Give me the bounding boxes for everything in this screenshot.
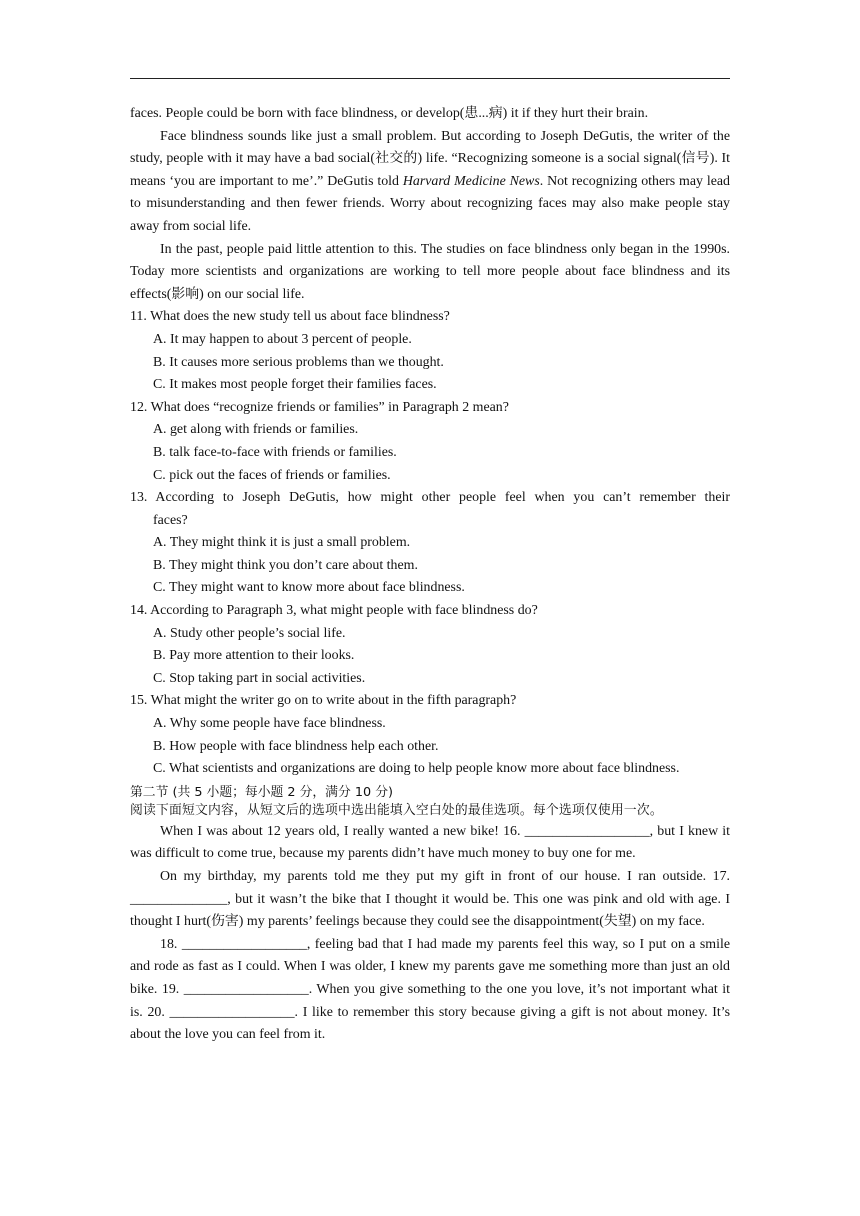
question-13 <box>130 487 730 600</box>
option-b: B. It causes more serious problems than we thought. <box>153 354 444 370</box>
option-b: B. Pay more attention to their looks. <box>153 648 355 664</box>
question-stem: 13. According to Joseph DeGutis, how might other people feel when you can’t remember their <box>130 490 730 506</box>
story-paragraph-3: 18. __________________, feeling bad that I had made my parents feel this way, so I put on a smile and rode as fast as I could. When I was older, I knew my parents gave me something more than just an old bike. 19. __________________. When you give something to the one you love, it’s not important what it is. 20. __________________. I like to remember this story because giving a gift is not about money. It’s about the love you can feel from it. <box>130 936 730 1043</box>
header-rule <box>130 78 730 79</box>
question-15 <box>130 690 730 780</box>
option-a: A. It may happen to about 3 percent of people. <box>153 331 412 347</box>
passage-text: . Not recognizing others may lead to misunderstanding and then fewer friends. Worry about recognizing faces may also make people stay away from social life. <box>130 173 730 234</box>
option-a: A. get along with friends or families. <box>153 422 359 438</box>
option-c: C. What scientists and organizations are doing to help people know more about face blindness. <box>153 761 680 777</box>
option-a: A. Why some people have face blindness. <box>153 716 386 732</box>
option-a: A. Study other people’s social life. <box>153 625 346 641</box>
option-c: C. It makes most people forget their families faces. <box>153 377 437 393</box>
option-c: C. pick out the faces of friends or families. <box>153 467 391 483</box>
story-paragraph-2: On my birthday, my parents told me they put my gift in front of our house. I ran outside. 17. ______________, but it wasn’t the bike that I thought it would be. This one was pink and old with age. I thought I hurt(伤害) my parents’ feelings because they could see the disappointment(失望) on my face. <box>130 869 730 930</box>
option-b: B. talk face-to-face with friends or families. <box>153 444 397 460</box>
section-instruction: 阅读下面短文内容，从短文后的选项中选出能填入空白处的最佳选项。每个选项仅使用一次。 <box>130 802 663 818</box>
passage-paragraph-1-end: faces. People could be born with face blindness, or develop(患...病) it if they hurt their brain. <box>130 106 649 121</box>
question-stem-continued: faces? <box>153 512 188 528</box>
question-stem: 12. What does “recognize friends or families” in Paragraph 2 mean? <box>130 399 509 415</box>
option-c: C. Stop taking part in social activities. <box>153 670 366 686</box>
option-b: B. They might think you don’t care about them. <box>153 557 418 573</box>
section-heading: 第二节 (共 5 小题；每小题 2 分，满分 10 分) <box>130 784 393 800</box>
source-title: Harvard Medicine News <box>402 173 540 189</box>
question-14 <box>130 600 730 690</box>
passage-paragraph-2 <box>130 126 730 239</box>
option-a: A. They might think it is just a small problem. <box>153 535 411 551</box>
question-11 <box>130 306 730 396</box>
question-stem: 14. According to Paragraph 3, what might people with face blindness do? <box>130 603 538 619</box>
question-stem: 11. What does the new study tell us about face blindness? <box>130 309 450 325</box>
document-page <box>130 103 730 1047</box>
passage-paragraph-3: In the past, people paid little attention to this. The studies on face blindness only began in the 1990s. Today more scientists and organizations are working to tell more people about face blindness and its effects(影响) on our social life. <box>130 241 730 302</box>
story-paragraph-1: When I was about 12 years old, I really wanted a new bike! 16. __________________, but I knew it was difficult to come true, because my parents didn’t have much money to buy one for me. <box>130 823 730 862</box>
question-12 <box>130 397 730 487</box>
passage-text: Face blindness sounds like just a small problem. But according to Joseph DeGutis, the writer of the study, people with it may have a bad social(社交的) life. “Recognizing someone is a social signal(信号). It means ‘you are important to me’.” DeGutis told <box>130 128 730 189</box>
option-c: C. They might want to know more about face blindness. <box>153 580 465 596</box>
option-b: B. How people with face blindness help each other. <box>153 738 439 754</box>
question-stem: 15. What might the writer go on to write about in the fifth paragraph? <box>130 693 517 709</box>
